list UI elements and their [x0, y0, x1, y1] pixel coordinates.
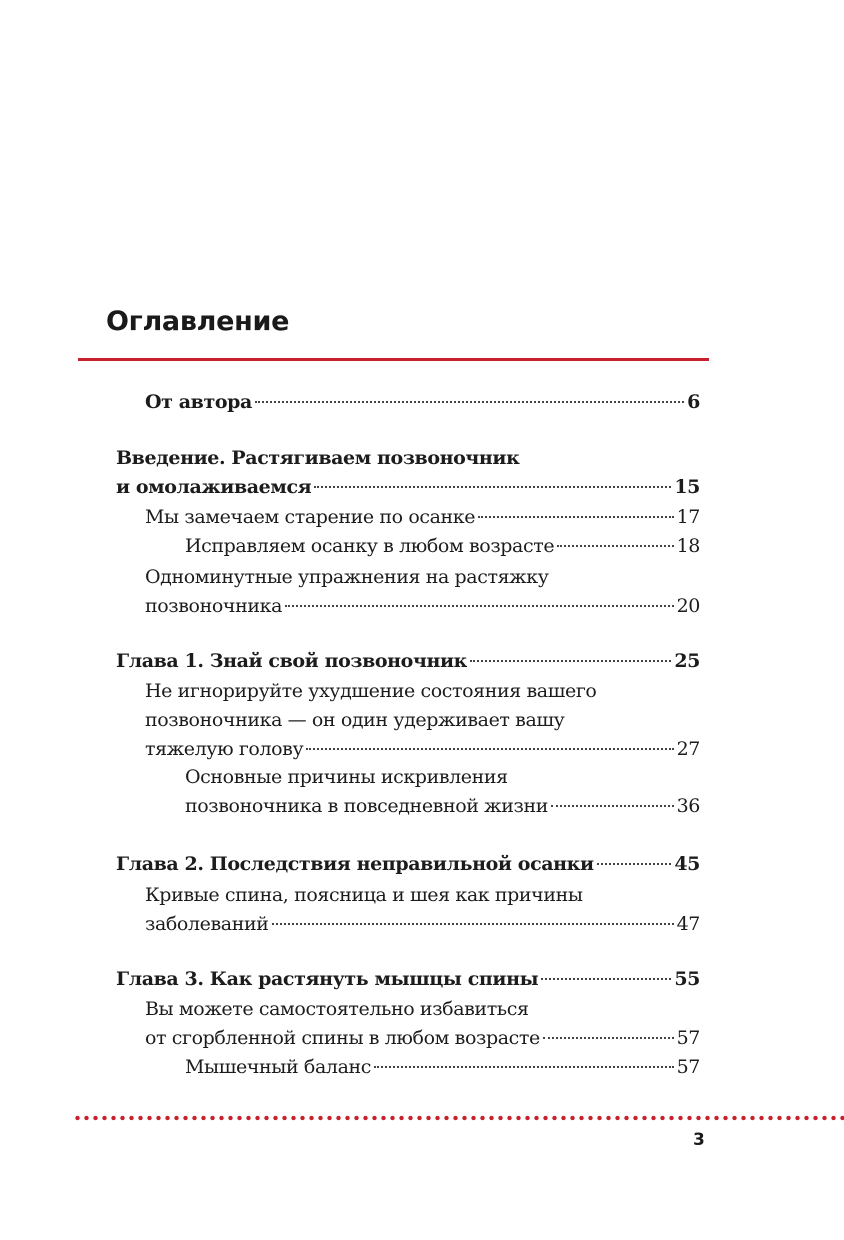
toc-entry-muscle-balance[interactable]: [185, 1053, 700, 1082]
toc-entry-title: Мы замечаем старение по осанке: [145, 506, 476, 528]
toc-page-number: 55: [674, 968, 700, 990]
dot-leader: [272, 923, 674, 925]
toc-entry-title-line: Одноминутные упражнения на растяжку: [145, 566, 549, 588]
page-number: 3: [693, 1130, 705, 1150]
toc-entry-chapter-2[interactable]: [116, 850, 700, 879]
toc-entry-title-line: Не игнорируйте ухудшение состояния вашего: [145, 680, 597, 702]
toc-entry-title: От автора: [145, 391, 252, 413]
dot-leader: [541, 978, 671, 980]
toc-entry-title-line: Кривые спина, поясница и шея как причины: [145, 884, 583, 906]
toc-entry-title-line: Введение. Растягиваем позвоночник: [116, 447, 520, 469]
toc-entry-title: Глава 3. Как растянуть мышцы спины: [116, 968, 539, 990]
footer-dotted-divider: [73, 1115, 844, 1121]
toc-entry-title: Исправляем осанку в любом возрасте: [185, 535, 555, 557]
dot-leader: [470, 660, 671, 662]
toc-page-number: 27: [676, 738, 700, 760]
toc-entry-dont-ignore-spine[interactable]: [145, 677, 700, 764]
toc-page-number: 18: [676, 535, 700, 557]
toc-page-number: 15: [674, 476, 700, 498]
toc-entry-aging-posture[interactable]: [145, 503, 700, 532]
toc-entry-title-line: Вы можете самостоятельно избавиться: [145, 998, 529, 1020]
toc-entry-title-line: позвоночника: [145, 595, 282, 617]
toc-entry-title: Глава 2. Последствия неправильной осанки: [116, 853, 594, 875]
title-divider: [78, 358, 709, 361]
toc-entry-chapter-1[interactable]: [116, 647, 700, 676]
toc-page-number: 25: [674, 650, 700, 672]
toc-entry-chapter-3[interactable]: [116, 965, 700, 994]
toc-entry-title-line: и омолаживаемся: [116, 476, 312, 498]
toc-entry-curved-back-diseases[interactable]: [145, 881, 700, 939]
toc-entry-introduction[interactable]: [116, 444, 700, 502]
dot-leader: [374, 1066, 674, 1068]
dot-leader: [478, 516, 673, 518]
toc-page-number: 57: [676, 1056, 700, 1078]
toc-entry-title: Мышечный баланс: [185, 1056, 372, 1078]
toc-entry-one-minute-exercises[interactable]: [145, 563, 700, 621]
toc-entry-title-line: от сгорбленной спины в любом возрасте: [145, 1027, 540, 1049]
dot-leader: [597, 863, 672, 865]
toc-entry-get-rid-of-hunch[interactable]: [145, 995, 700, 1053]
toc-page-number: 6: [687, 391, 700, 413]
dot-leader: [551, 805, 674, 807]
toc-entry-title-line: заболеваний: [145, 913, 269, 935]
toc-entry-title-line: позвоночника — он один удерживает вашу: [145, 709, 565, 731]
toc-entry-title-line: тяжелую голову: [145, 738, 304, 760]
toc-entry-fix-posture[interactable]: [185, 532, 700, 561]
toc-entry-title-line: позвоночника в повседневной жизни: [185, 795, 548, 817]
dot-leader: [255, 401, 684, 403]
toc-page-number: 36: [676, 795, 700, 817]
dot-leader: [557, 545, 673, 547]
toc-entry-title-line: Основные причины искривления: [185, 766, 508, 788]
toc-entry-from-author[interactable]: [145, 388, 700, 417]
toc-page-number: 47: [676, 913, 700, 935]
dot-leader: [306, 748, 673, 750]
dot-leader: [543, 1037, 674, 1039]
toc-page-number: 20: [676, 595, 700, 617]
toc-page-number: 17: [676, 506, 700, 528]
toc-page-number: 57: [676, 1027, 700, 1049]
dot-leader: [314, 486, 671, 488]
toc-page-number: 45: [674, 853, 700, 875]
page-title: Оглавление: [106, 306, 290, 337]
toc-entry-curvature-causes[interactable]: [185, 763, 700, 821]
toc-entry-title: Глава 1. Знай свой позвоночник: [116, 650, 467, 672]
dot-leader: [285, 605, 674, 607]
